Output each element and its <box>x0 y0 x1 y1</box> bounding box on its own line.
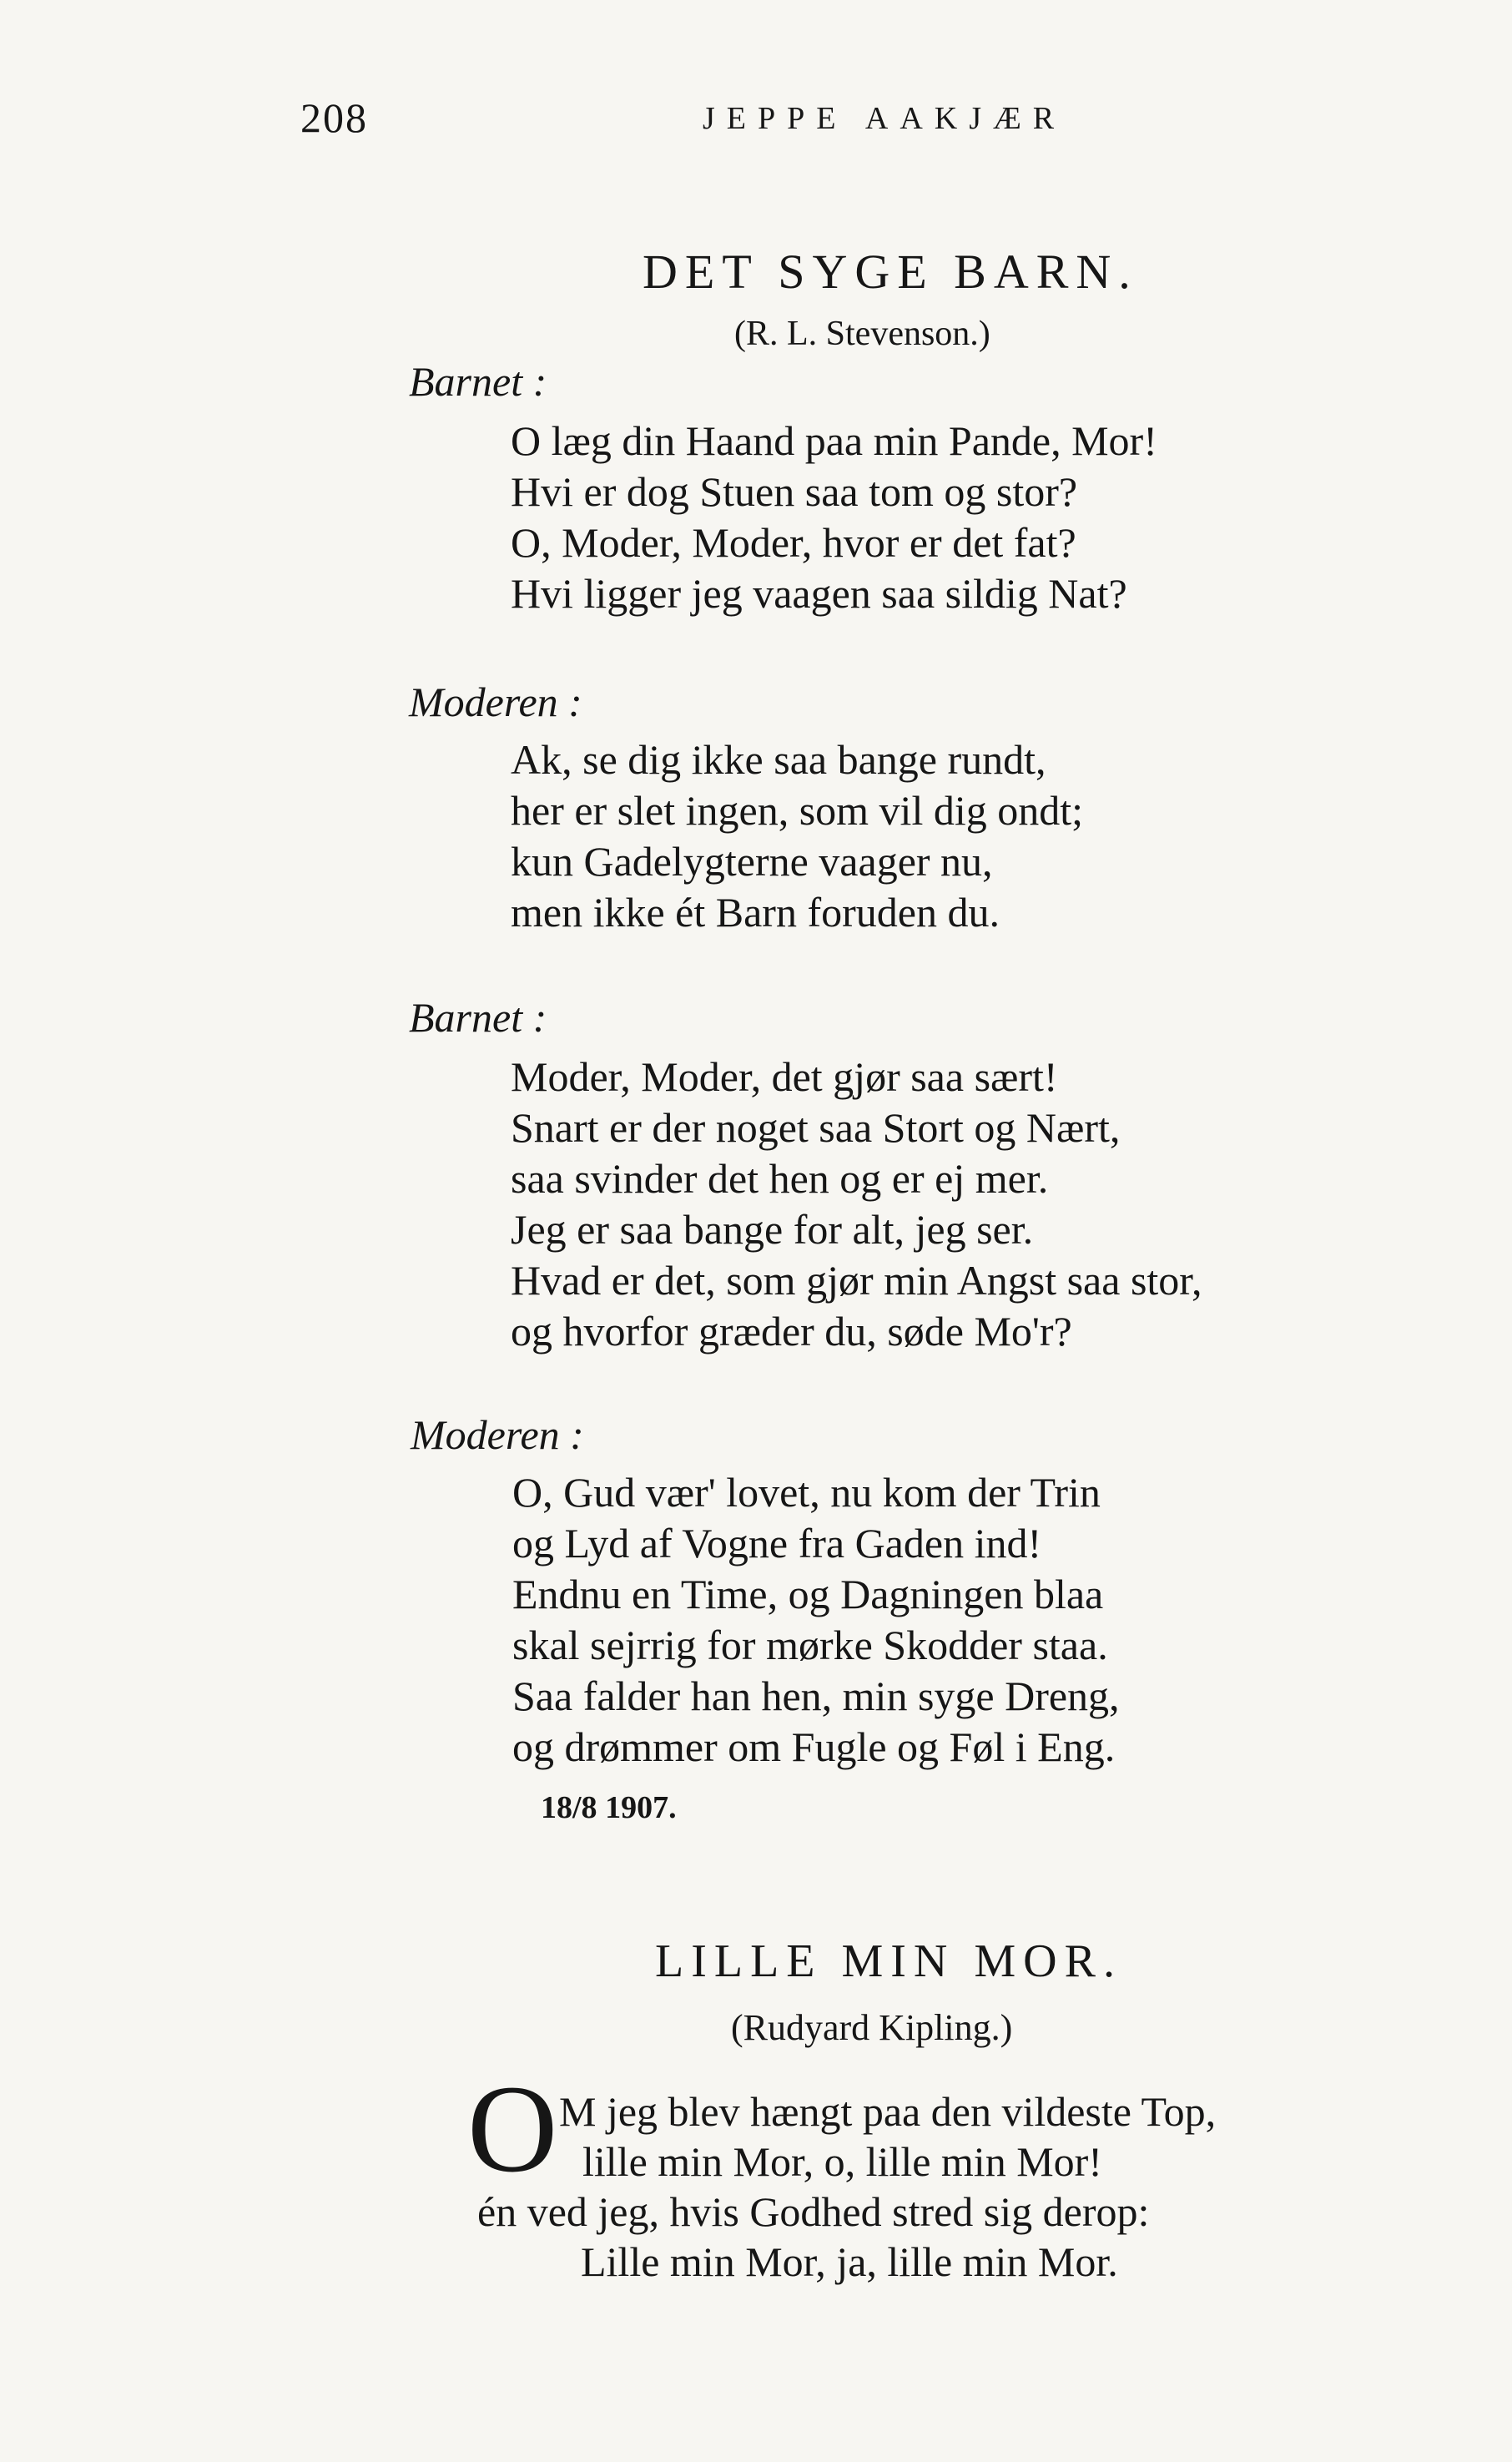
date-day-month: 18/8 <box>541 1790 597 1825</box>
speaker-label: Moderen : <box>411 1411 584 1458</box>
page-number: 208 <box>300 94 368 141</box>
verse-line: Endnu en Time, og Dagningen blaa <box>512 1571 1104 1617</box>
verse-line: og hvorfor græder du, søde Mo'r? <box>511 1308 1072 1355</box>
stanza <box>511 416 1157 619</box>
stanza <box>511 1052 1202 1357</box>
verse-line: Jeg er saa bange for alt, jeg ser. <box>511 1206 1034 1253</box>
verse-line: Saa falder han hen, min syge Dreng, <box>512 1672 1120 1719</box>
verse-line: Snart er der noget saa Stort og Nært, <box>511 1104 1121 1151</box>
verse-line: skal sejrrig for mørke Skodder staa. <box>512 1622 1108 1668</box>
verse-line: Hvi er dog Stuen saa tom og stor? <box>511 468 1078 515</box>
poem-date <box>541 1789 677 1826</box>
verse-line: Lille min Mor, ja, lille min Mor. <box>581 2238 1118 2285</box>
verse-line: én ved jeg, hvis Godhed stred sig derop: <box>477 2188 1150 2235</box>
verse-line: og Lyd af Vogne fra Gaden ind! <box>512 1520 1042 1566</box>
verse-line: saa svinder det hen og er ej mer. <box>511 1155 1049 1202</box>
verse-line: O læg din Haand paa min Pande, Mor! <box>511 417 1157 464</box>
drop-cap: O <box>467 2060 558 2198</box>
poem-title: DET SYGE BARN. <box>643 245 1138 299</box>
speaker-label: Barnet : <box>409 358 547 405</box>
verse-line: Moder, Moder, det gjør saa sært! <box>511 1053 1058 1100</box>
verse-line: her er slet ingen, som vil dig ondt; <box>511 787 1084 834</box>
stanza <box>512 1467 1120 1773</box>
verse-line: kun Gadelygterne vaager nu, <box>511 838 993 885</box>
speaker-label: Moderen : <box>409 679 582 725</box>
verse-line: O, Gud vær' lovet, nu kom der Trin <box>512 1469 1101 1516</box>
verse-line: M jeg blev hængt paa den vildeste Top, <box>559 2088 1217 2135</box>
verse-line: Hvi ligger jeg vaagen saa sildig Nat? <box>511 570 1127 617</box>
verse-line: Ak, se dig ikke saa bange rundt, <box>511 736 1046 783</box>
running-header: JEPPE AAKJÆR <box>703 101 1066 136</box>
verse-line: Hvad er det, som gjør min Angst saa stor, <box>511 1257 1202 1304</box>
poem-source: (Rudyard Kipling.) <box>731 2007 1013 2048</box>
date-year: 1907. <box>605 1790 677 1825</box>
verse-line: O, Moder, Moder, hvor er det fat? <box>511 519 1076 566</box>
verse-line: men ikke ét Barn foruden du. <box>511 889 1000 936</box>
poem-title: LILLE MIN MOR. <box>655 1935 1122 1987</box>
speaker-label: Barnet : <box>409 994 547 1041</box>
verse-line: lille min Mor, o, lille min Mor! <box>582 2138 1102 2185</box>
stanza <box>511 734 1083 938</box>
poem-source: (R. L. Stevenson.) <box>734 315 990 353</box>
verse-line: og drømmer om Fugle og Føl i Eng. <box>512 1723 1116 1770</box>
